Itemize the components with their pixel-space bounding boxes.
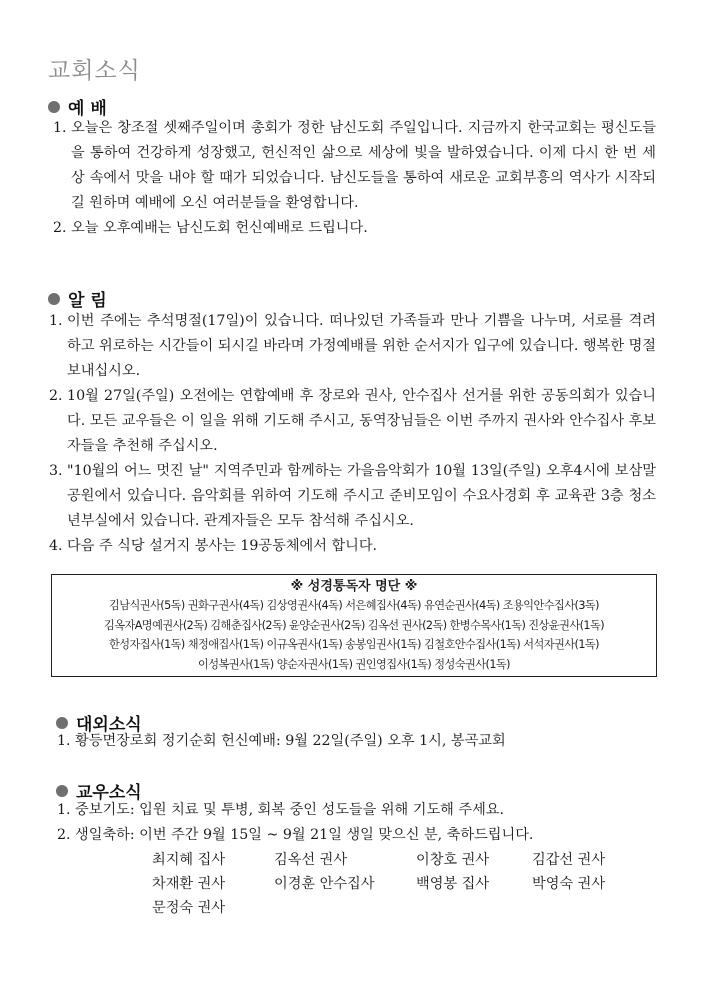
- bible-readers-line: 이성복권사(1독) 양순자권사(1독) 권인영집사(1독) 정성숙권사(1독): [198, 657, 510, 671]
- list-item: [57, 798, 657, 823]
- members-heading-label: 교우소식: [76, 783, 142, 803]
- item-number: 2.: [53, 220, 72, 236]
- birthday-name: 백영봉 집사: [416, 876, 490, 892]
- bullet-icon: [56, 785, 68, 797]
- notices-heading: [48, 286, 107, 311]
- bible-readers-title: ※ 성경통독자 명단 ※: [290, 579, 418, 594]
- worship-list: [53, 116, 656, 241]
- bible-readers-line: 김남식권사(5독) 권화구권사(4독) 김상영권사(4독) 서은혜집사(4독) 유연순권사(4독) 조용익안수집사(3독): [109, 599, 599, 612]
- list-item: [49, 534, 656, 559]
- item-number: 1.: [57, 733, 76, 749]
- item-text: 오늘 오후예배는 남신도회 헌신예배로 드립니다.: [71, 220, 368, 236]
- worship-heading-label: 예 배: [68, 99, 107, 119]
- item-number: 1.: [57, 802, 76, 818]
- birthday-name: 박영숙 권사: [532, 876, 606, 892]
- birthday-name: 최지혜 집사: [152, 852, 226, 868]
- item-number: 3.: [49, 463, 68, 479]
- item-number: 2.: [49, 388, 68, 404]
- notices-heading-label: 알 림: [68, 291, 107, 311]
- item-text: 이번 주에는 추석명절(17일)이 있습니다. 떠나있던 가족들과 만나 기쁨을 나누며, 서로를 격려하고 위로하는 시간들이 되시길 바라며 가정예배를 위한 순서지가 입구에 있습니다. 행복한 명절 보내십시오.: [67, 313, 656, 379]
- list-item: [49, 384, 656, 459]
- item-text: "10월의 어느 멋진 날" 지역주민과 함께하는 가을음악회가 10월 13일(주일) 오후4시에 보삼말공원에서 있습니다. 음악회를 위하여 기도해 주시고 준비모임이 수요사경회 후 교육관 3층 청소년부실에서 있습니다. 관계자들은 모두 참석해 주십시오.: [67, 463, 656, 529]
- list-item: [53, 116, 656, 216]
- bible-readers-line: 김옥자A명예권사(2독) 김해춘집사(2독) 윤양순권사(2독) 김옥선 권사(2독) 한병수목사(1독) 진상윤권사(1독): [103, 618, 605, 632]
- item-number: 1.: [53, 120, 72, 136]
- item-number: 4.: [49, 538, 68, 554]
- list-item: [57, 823, 657, 848]
- birthday-names: [152, 848, 642, 920]
- notices-list: [49, 309, 656, 559]
- birthday-name: 차재환 권사: [152, 876, 226, 892]
- members-list: [57, 798, 657, 848]
- item-number: 2.: [57, 827, 76, 843]
- item-number: 1.: [49, 313, 68, 329]
- list-item: [53, 216, 656, 241]
- list-item: [49, 459, 656, 534]
- external-heading-label: 대외소식: [76, 715, 142, 735]
- bullet-icon: [56, 717, 68, 729]
- item-text: 오늘은 창조절 셋째주일이며 총회가 정한 남신도회 주일입니다. 지금까지 한국교회는 평신도들을 통하여 건강하게 성장했고, 헌신적인 삶으로 세상에 빛을 발하였습니다. 이제 다시 한 번 세상 속에서 맛을 내야 할 때가 되었습니다. 남신도들을 통하여 새로운 교회부흥의 역사가 시작되길 원하며 예배에 오신 여러분들을 환영합니다.: [71, 120, 656, 211]
- list-item: [57, 729, 657, 754]
- external-list: [57, 729, 657, 754]
- list-item: [49, 309, 656, 384]
- item-text: 중보기도: 입원 치료 및 투병, 회복 중인 성도들을 위해 기도해 주세요.: [75, 802, 504, 818]
- item-text: 다음 주 식당 설거지 봉사는 19공동체에서 합니다.: [67, 538, 378, 554]
- bible-readers-line: 한성자집사(1독) 채정애집사(1독) 이규옥권사(1독) 송봉임권사(1독) 김철호안수집사(1독) 서석자권사(1독): [109, 638, 599, 651]
- birthday-name: 이창호 권사: [416, 852, 490, 868]
- birthday-name: 문정숙 권사: [152, 900, 226, 916]
- item-text: 10월 27일(주일) 오전에는 연합예배 후 장로와 권사, 안수집사 선거를 위한 공동의회가 있습니다. 모든 교우들은 이 일을 위해 기도해 주시고, 동역장님들은 이번 주까지 권사와 안수집사 후보자들을 추천해 주십시오.: [67, 388, 656, 454]
- bible-readers-box: [51, 574, 657, 677]
- bullet-icon: [48, 101, 60, 113]
- birthday-name: 김갑선 권사: [532, 852, 606, 868]
- page-title: 교회소식: [48, 58, 141, 84]
- birthday-name: 김옥선 권사: [274, 852, 348, 868]
- item-text: 황등면장로회 정기순회 헌신예배: 9월 22일(주일) 오후 1시, 봉곡교회: [75, 733, 506, 749]
- bullet-icon: [48, 293, 60, 305]
- item-text: 생일축하: 이번 주간 9월 15일 ~ 9월 21일 생일 맞으신 분, 축하드립니다.: [75, 827, 534, 843]
- birthday-name: 이경훈 안수집사: [274, 876, 375, 892]
